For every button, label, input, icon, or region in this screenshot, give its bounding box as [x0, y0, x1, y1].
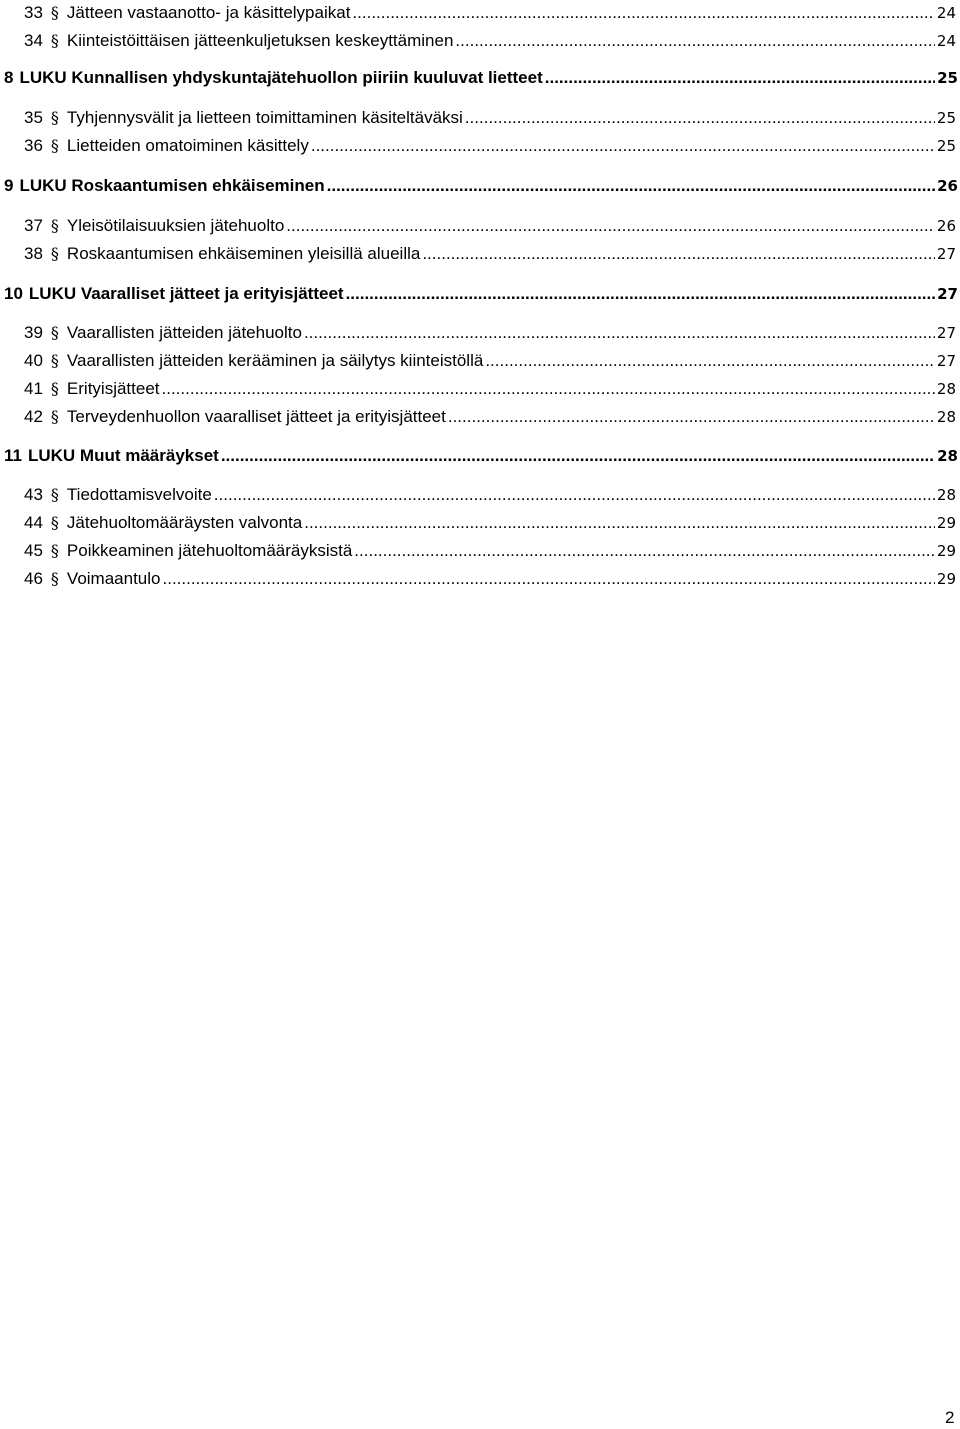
dot-leader	[465, 108, 935, 128]
chapter-page: 28	[937, 447, 958, 465]
entry-title: Lietteiden omatoiminen käsittely	[66, 136, 309, 155]
section-sign: §	[50, 216, 59, 235]
toc-entry[interactable]	[24, 513, 956, 533]
entry-title: Yleisötilaisuuksien jätehuolto	[66, 216, 285, 235]
entry-number: 36	[24, 136, 43, 155]
entry-number: 43	[24, 485, 43, 504]
toc-entry[interactable]	[24, 244, 956, 264]
chapter-number: 9	[4, 176, 14, 195]
entry-number: 38	[24, 244, 43, 263]
dot-leader	[455, 31, 934, 51]
entry-page: 29	[936, 570, 956, 588]
dot-leader	[163, 569, 935, 589]
dot-leader	[485, 351, 935, 371]
section-sign: §	[50, 136, 59, 155]
toc-chapter[interactable]	[4, 68, 958, 88]
entry-title: Vaarallisten jätteiden kerääminen ja säilytys kiinteistöllä	[66, 351, 484, 370]
entry-page: 24	[936, 32, 956, 50]
entry-number: 44	[24, 513, 43, 532]
entry-number: 45	[24, 541, 43, 560]
chapter-number: 11	[4, 446, 22, 465]
toc-chapter[interactable]	[4, 284, 958, 304]
dot-leader	[352, 3, 934, 23]
entry-page: 29	[936, 514, 956, 532]
entry-title: Roskaantumisen ehkäiseminen yleisillä alueilla	[66, 244, 421, 263]
entry-number: 41	[24, 379, 43, 398]
toc-entry[interactable]	[24, 485, 956, 505]
section-sign: §	[50, 513, 59, 532]
dot-leader	[422, 244, 935, 264]
entry-page: 28	[936, 380, 956, 398]
entry-number: 37	[24, 216, 43, 235]
toc-entry[interactable]	[24, 407, 956, 427]
toc-chapter[interactable]	[4, 446, 958, 466]
entry-page: 27	[936, 245, 956, 263]
entry-title: Vaarallisten jätteiden jätehuolto	[66, 323, 302, 342]
entry-number: 40	[24, 351, 43, 370]
section-sign: §	[50, 407, 59, 426]
dot-leader	[545, 68, 935, 88]
entry-page: 25	[936, 137, 956, 155]
chapter-number: 8	[4, 68, 14, 87]
entry-page: 25	[936, 109, 956, 127]
entry-title: Voimaantulo	[66, 569, 161, 588]
dot-leader	[162, 379, 935, 399]
entry-number: 35	[24, 108, 43, 127]
toc-entry[interactable]	[24, 136, 956, 156]
entry-title: Jätteen vastaanotto- ja käsittelypaikat	[66, 3, 351, 22]
chapter-title: LUKU Muut määräykset	[27, 446, 219, 465]
entry-title: Erityisjätteet	[66, 379, 160, 398]
entry-title: Poikkeaminen jätehuoltomääräyksistä	[66, 541, 353, 560]
dot-leader	[448, 407, 935, 427]
section-sign: §	[50, 323, 59, 342]
section-sign: §	[50, 3, 59, 22]
entry-page: 27	[936, 352, 956, 370]
entry-page: 27	[936, 324, 956, 342]
chapter-title: LUKU Kunnallisen yhdyskuntajätehuollon piiriin kuuluvat lietteet	[19, 68, 543, 87]
section-sign: §	[50, 379, 59, 398]
entry-title: Jätehuoltomääräysten valvonta	[66, 513, 303, 532]
dot-leader	[311, 136, 935, 156]
toc-entry[interactable]	[24, 379, 956, 399]
section-sign: §	[50, 351, 59, 370]
entry-page: 28	[936, 408, 956, 426]
chapter-page: 26	[937, 177, 958, 195]
dot-leader	[304, 513, 935, 533]
dot-leader	[327, 176, 936, 196]
entry-page: 26	[936, 217, 956, 235]
dot-leader	[221, 446, 935, 466]
entry-number: 39	[24, 323, 43, 342]
toc-chapter[interactable]	[4, 176, 958, 196]
toc-entry[interactable]	[24, 323, 956, 343]
section-sign: §	[50, 244, 59, 263]
entry-title: Tiedottamisvelvoite	[66, 485, 212, 504]
section-sign: §	[50, 541, 59, 560]
entry-title: Tyhjennysvälit ja lietteen toimittaminen käsiteltäväksi	[66, 108, 463, 127]
chapter-number: 10	[4, 284, 23, 303]
toc-entry[interactable]	[24, 541, 956, 561]
chapter-title: LUKU Vaaralliset jätteet ja erityisjätteet	[28, 284, 344, 303]
page-number: 2	[945, 1408, 955, 1427]
toc-entry[interactable]	[24, 216, 956, 236]
toc-entry[interactable]	[24, 108, 956, 128]
section-sign: §	[50, 108, 59, 127]
entry-page: 24	[936, 4, 956, 22]
section-sign: §	[50, 485, 59, 504]
dot-leader	[304, 323, 935, 343]
entry-page: 29	[936, 542, 956, 560]
entry-page: 28	[936, 486, 956, 504]
entry-title: Terveydenhuollon vaaralliset jätteet ja erityisjätteet	[66, 407, 446, 426]
entry-number: 34	[24, 31, 43, 50]
dot-leader	[346, 284, 936, 304]
entry-number: 46	[24, 569, 43, 588]
toc-entry[interactable]	[24, 351, 956, 371]
toc-entry[interactable]	[24, 31, 956, 51]
entry-number: 33	[24, 3, 43, 22]
entry-number: 42	[24, 407, 43, 426]
chapter-title: LUKU Roskaantumisen ehkäiseminen	[19, 176, 325, 195]
entry-title: Kiinteistöittäisen jätteenkuljetuksen keskeyttäminen	[66, 31, 454, 50]
toc-entry[interactable]	[24, 3, 956, 23]
dot-leader	[286, 216, 935, 236]
dot-leader	[354, 541, 935, 561]
toc-entry[interactable]	[24, 569, 956, 589]
section-sign: §	[50, 31, 59, 50]
dot-leader	[214, 485, 935, 505]
chapter-page: 25	[937, 69, 958, 87]
chapter-page: 27	[937, 285, 958, 303]
section-sign: §	[50, 569, 59, 588]
